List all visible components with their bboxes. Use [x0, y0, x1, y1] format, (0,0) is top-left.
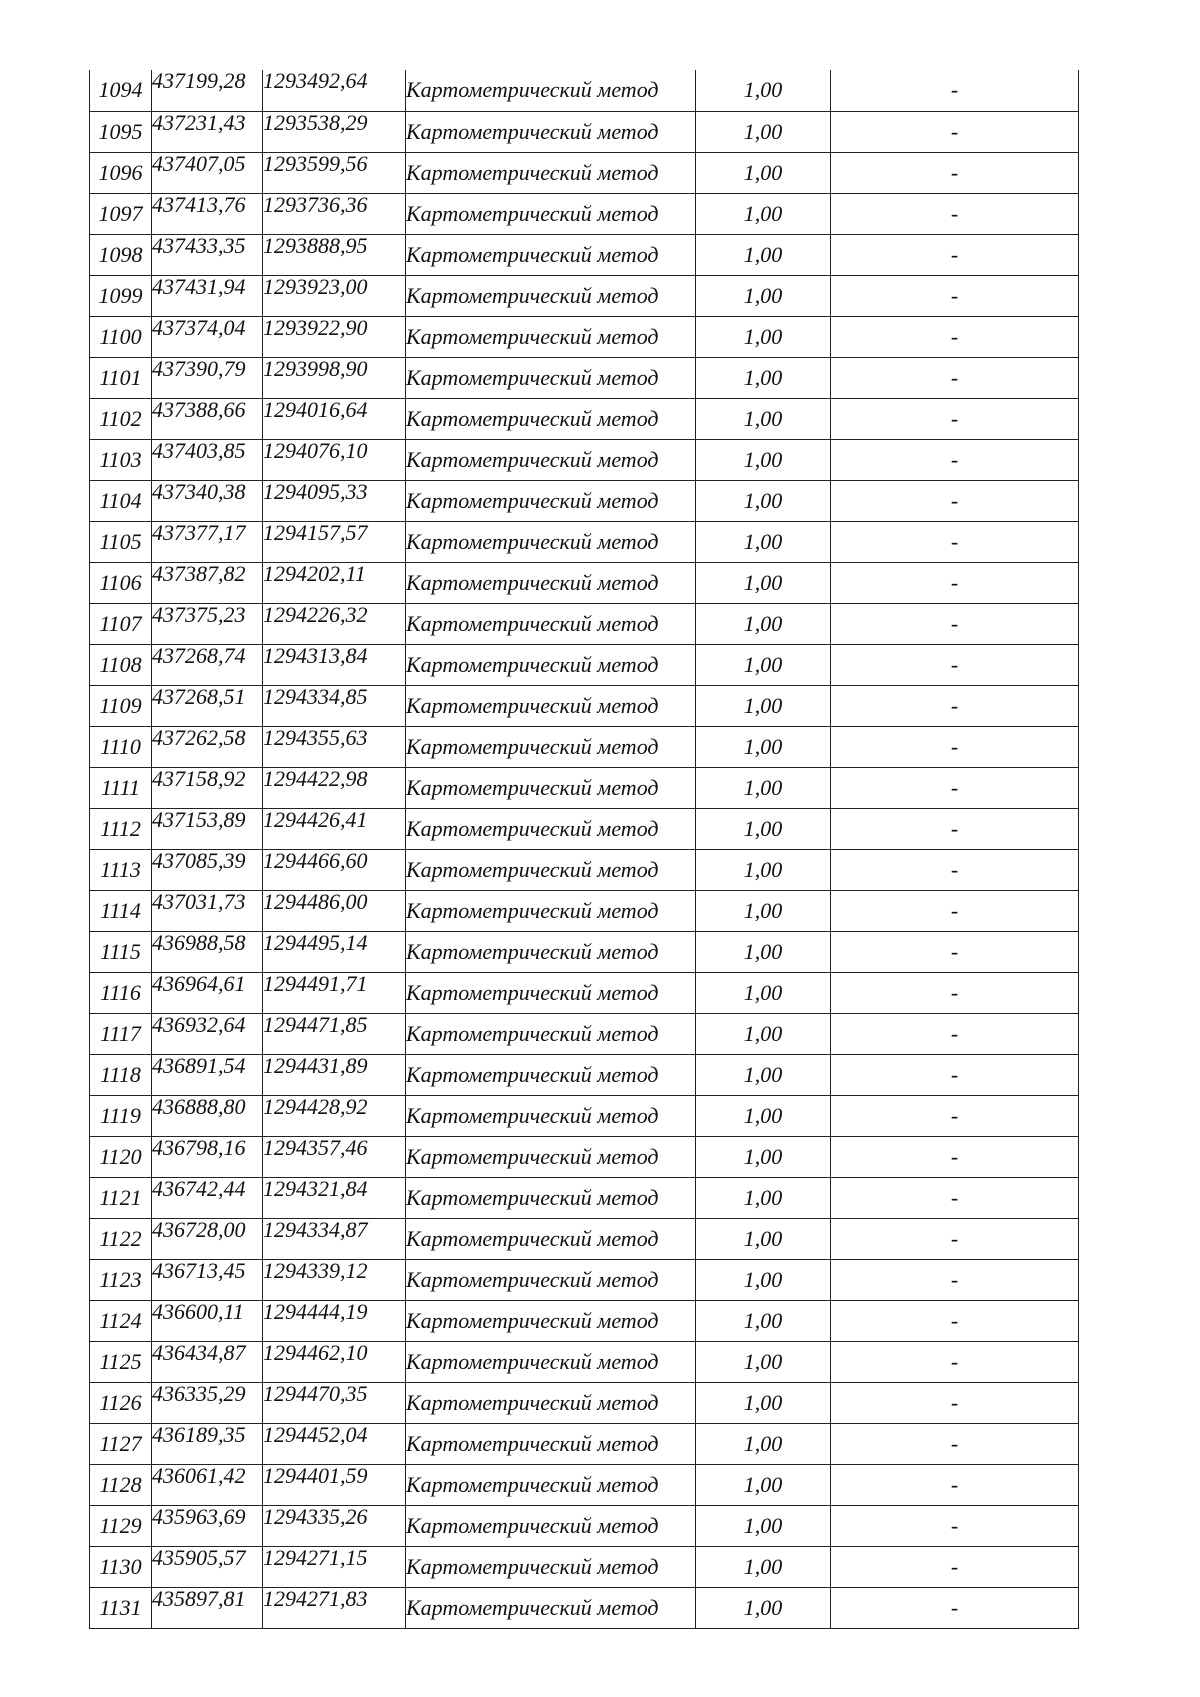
y-coordinate-cell: 1294491,71 — [263, 972, 406, 1013]
description-cell: - — [831, 685, 1079, 726]
description-cell: - — [831, 1300, 1079, 1341]
point-number-cell: 1098 — [90, 234, 152, 275]
y-coordinate-cell: 1294422,98 — [263, 767, 406, 808]
point-number-cell: 1113 — [90, 849, 152, 890]
table-row — [90, 1505, 1079, 1546]
y-coordinate-cell: 1294157,57 — [263, 521, 406, 562]
x-coordinate-cell: 437268,74 — [152, 644, 263, 685]
table-row — [90, 603, 1079, 644]
accuracy-cell: 1,00 — [696, 1218, 831, 1259]
point-number-cell: 1119 — [90, 1095, 152, 1136]
accuracy-cell: 1,00 — [696, 1423, 831, 1464]
accuracy-cell: 1,00 — [696, 480, 831, 521]
method-cell: Картометрический метод — [406, 931, 696, 972]
method-cell: Картометрический метод — [406, 152, 696, 193]
method-cell: Картометрический метод — [406, 234, 696, 275]
point-number-cell: 1129 — [90, 1505, 152, 1546]
description-cell: - — [831, 562, 1079, 603]
point-number-cell: 1117 — [90, 1013, 152, 1054]
point-number-cell: 1123 — [90, 1259, 152, 1300]
method-cell: Картометрический метод — [406, 1546, 696, 1587]
table-row — [90, 849, 1079, 890]
accuracy-cell: 1,00 — [696, 152, 831, 193]
description-cell: - — [831, 521, 1079, 562]
table-row — [90, 1464, 1079, 1505]
x-coordinate-cell: 437340,38 — [152, 480, 263, 521]
method-cell: Картометрический метод — [406, 193, 696, 234]
method-cell: Картометрический метод — [406, 70, 696, 111]
accuracy-cell: 1,00 — [696, 1464, 831, 1505]
x-coordinate-cell: 437085,39 — [152, 849, 263, 890]
description-cell: - — [831, 1587, 1079, 1628]
y-coordinate-cell: 1294271,83 — [263, 1587, 406, 1628]
table-row — [90, 480, 1079, 521]
table-row — [90, 111, 1079, 152]
point-number-cell: 1114 — [90, 890, 152, 931]
point-number-cell: 1115 — [90, 931, 152, 972]
y-coordinate-cell: 1294334,87 — [263, 1218, 406, 1259]
description-cell: - — [831, 726, 1079, 767]
x-coordinate-cell: 435963,69 — [152, 1505, 263, 1546]
description-cell: - — [831, 1382, 1079, 1423]
point-number-cell: 1109 — [90, 685, 152, 726]
point-number-cell: 1103 — [90, 439, 152, 480]
x-coordinate-cell: 435897,81 — [152, 1587, 263, 1628]
x-coordinate-cell: 436189,35 — [152, 1423, 263, 1464]
y-coordinate-cell: 1294202,11 — [263, 562, 406, 603]
y-coordinate-cell: 1294471,85 — [263, 1013, 406, 1054]
method-cell: Картометрический метод — [406, 480, 696, 521]
point-number-cell: 1128 — [90, 1464, 152, 1505]
x-coordinate-cell: 437199,28 — [152, 70, 263, 111]
x-coordinate-cell: 436061,42 — [152, 1464, 263, 1505]
point-number-cell: 1097 — [90, 193, 152, 234]
x-coordinate-cell: 437387,82 — [152, 562, 263, 603]
table-row — [90, 890, 1079, 931]
description-cell: - — [831, 890, 1079, 931]
point-number-cell: 1112 — [90, 808, 152, 849]
table-row — [90, 398, 1079, 439]
x-coordinate-cell: 436798,16 — [152, 1136, 263, 1177]
table-row — [90, 931, 1079, 972]
table-row — [90, 808, 1079, 849]
method-cell: Картометрический метод — [406, 1177, 696, 1218]
method-cell: Картометрический метод — [406, 1300, 696, 1341]
y-coordinate-cell: 1293923,00 — [263, 275, 406, 316]
description-cell: - — [831, 70, 1079, 111]
description-cell: - — [831, 1464, 1079, 1505]
x-coordinate-cell: 437433,35 — [152, 234, 263, 275]
y-coordinate-cell: 1293922,90 — [263, 316, 406, 357]
point-number-cell: 1099 — [90, 275, 152, 316]
point-number-cell: 1101 — [90, 357, 152, 398]
point-number-cell: 1111 — [90, 767, 152, 808]
table-row — [90, 316, 1079, 357]
accuracy-cell: 1,00 — [696, 316, 831, 357]
accuracy-cell: 1,00 — [696, 972, 831, 1013]
accuracy-cell: 1,00 — [696, 1587, 831, 1628]
method-cell: Картометрический метод — [406, 890, 696, 931]
accuracy-cell: 1,00 — [696, 1013, 831, 1054]
accuracy-cell: 1,00 — [696, 808, 831, 849]
method-cell: Картометрический метод — [406, 972, 696, 1013]
table-row — [90, 1013, 1079, 1054]
method-cell: Картометрический метод — [406, 1054, 696, 1095]
method-cell: Картометрический метод — [406, 357, 696, 398]
point-number-cell: 1127 — [90, 1423, 152, 1464]
description-cell: - — [831, 644, 1079, 685]
method-cell: Картометрический метод — [406, 1218, 696, 1259]
description-cell: - — [831, 316, 1079, 357]
accuracy-cell: 1,00 — [696, 521, 831, 562]
description-cell: - — [831, 808, 1079, 849]
accuracy-cell: 1,00 — [696, 398, 831, 439]
method-cell: Картометрический метод — [406, 275, 696, 316]
table-row — [90, 439, 1079, 480]
method-cell: Картометрический метод — [406, 1423, 696, 1464]
table-row — [90, 275, 1079, 316]
x-coordinate-cell: 436728,00 — [152, 1218, 263, 1259]
y-coordinate-cell: 1293998,90 — [263, 357, 406, 398]
method-cell: Картометрический метод — [406, 439, 696, 480]
accuracy-cell: 1,00 — [696, 193, 831, 234]
table-row — [90, 644, 1079, 685]
accuracy-cell: 1,00 — [696, 603, 831, 644]
accuracy-cell: 1,00 — [696, 1505, 831, 1546]
accuracy-cell: 1,00 — [696, 931, 831, 972]
table-row — [90, 234, 1079, 275]
y-coordinate-cell: 1294321,84 — [263, 1177, 406, 1218]
coordinates-table-body — [90, 70, 1079, 1628]
description-cell: - — [831, 111, 1079, 152]
x-coordinate-cell: 437374,04 — [152, 316, 263, 357]
point-number-cell: 1122 — [90, 1218, 152, 1259]
y-coordinate-cell: 1293599,56 — [263, 152, 406, 193]
table-row — [90, 1546, 1079, 1587]
x-coordinate-cell: 437407,05 — [152, 152, 263, 193]
accuracy-cell: 1,00 — [696, 70, 831, 111]
accuracy-cell: 1,00 — [696, 275, 831, 316]
table-row — [90, 1300, 1079, 1341]
point-number-cell: 1130 — [90, 1546, 152, 1587]
description-cell: - — [831, 439, 1079, 480]
point-number-cell: 1094 — [90, 70, 152, 111]
description-cell: - — [831, 234, 1079, 275]
x-coordinate-cell: 437390,79 — [152, 357, 263, 398]
description-cell: - — [831, 1136, 1079, 1177]
y-coordinate-cell: 1294076,10 — [263, 439, 406, 480]
x-coordinate-cell: 437388,66 — [152, 398, 263, 439]
x-coordinate-cell: 437413,76 — [152, 193, 263, 234]
point-number-cell: 1100 — [90, 316, 152, 357]
table-row — [90, 521, 1079, 562]
point-number-cell: 1118 — [90, 1054, 152, 1095]
table-row — [90, 1423, 1079, 1464]
x-coordinate-cell: 436335,29 — [152, 1382, 263, 1423]
table-row — [90, 685, 1079, 726]
description-cell: - — [831, 398, 1079, 439]
table-row — [90, 767, 1079, 808]
x-coordinate-cell: 436964,61 — [152, 972, 263, 1013]
accuracy-cell: 1,00 — [696, 1341, 831, 1382]
description-cell: - — [831, 1259, 1079, 1300]
y-coordinate-cell: 1294271,15 — [263, 1546, 406, 1587]
description-cell: - — [831, 152, 1079, 193]
point-number-cell: 1131 — [90, 1587, 152, 1628]
description-cell: - — [831, 849, 1079, 890]
x-coordinate-cell: 437431,94 — [152, 275, 263, 316]
table-row — [90, 357, 1079, 398]
table-row — [90, 193, 1079, 234]
method-cell: Картометрический метод — [406, 685, 696, 726]
method-cell: Картометрический метод — [406, 562, 696, 603]
point-number-cell: 1104 — [90, 480, 152, 521]
y-coordinate-cell: 1294016,64 — [263, 398, 406, 439]
description-cell: - — [831, 1218, 1079, 1259]
point-number-cell: 1110 — [90, 726, 152, 767]
x-coordinate-cell: 436988,58 — [152, 931, 263, 972]
table-row — [90, 972, 1079, 1013]
point-number-cell: 1126 — [90, 1382, 152, 1423]
description-cell: - — [831, 1054, 1079, 1095]
point-number-cell: 1096 — [90, 152, 152, 193]
x-coordinate-cell: 437377,17 — [152, 521, 263, 562]
table-row — [90, 70, 1079, 111]
description-cell: - — [831, 480, 1079, 521]
method-cell: Картометрический метод — [406, 1382, 696, 1423]
y-coordinate-cell: 1294466,60 — [263, 849, 406, 890]
accuracy-cell: 1,00 — [696, 1259, 831, 1300]
method-cell: Картометрический метод — [406, 1095, 696, 1136]
accuracy-cell: 1,00 — [696, 849, 831, 890]
method-cell: Картометрический метод — [406, 1013, 696, 1054]
method-cell: Картометрический метод — [406, 1587, 696, 1628]
description-cell: - — [831, 1341, 1079, 1382]
x-coordinate-cell: 436888,80 — [152, 1095, 263, 1136]
y-coordinate-cell: 1294428,92 — [263, 1095, 406, 1136]
y-coordinate-cell: 1293888,95 — [263, 234, 406, 275]
y-coordinate-cell: 1294426,41 — [263, 808, 406, 849]
table-row — [90, 726, 1079, 767]
point-number-cell: 1107 — [90, 603, 152, 644]
table-row — [90, 1218, 1079, 1259]
table-row — [90, 562, 1079, 603]
method-cell: Картометрический метод — [406, 603, 696, 644]
accuracy-cell: 1,00 — [696, 1177, 831, 1218]
point-number-cell: 1116 — [90, 972, 152, 1013]
x-coordinate-cell: 437031,73 — [152, 890, 263, 931]
y-coordinate-cell: 1294452,04 — [263, 1423, 406, 1464]
x-coordinate-cell: 437158,92 — [152, 767, 263, 808]
description-cell: - — [831, 1177, 1079, 1218]
description-cell: - — [831, 1546, 1079, 1587]
accuracy-cell: 1,00 — [696, 1546, 831, 1587]
accuracy-cell: 1,00 — [696, 562, 831, 603]
x-coordinate-cell: 437403,85 — [152, 439, 263, 480]
description-cell: - — [831, 193, 1079, 234]
description-cell: - — [831, 931, 1079, 972]
method-cell: Картометрический метод — [406, 1136, 696, 1177]
x-coordinate-cell: 437375,23 — [152, 603, 263, 644]
point-number-cell: 1095 — [90, 111, 152, 152]
method-cell: Картометрический метод — [406, 1341, 696, 1382]
method-cell: Картометрический метод — [406, 1505, 696, 1546]
y-coordinate-cell: 1294357,46 — [263, 1136, 406, 1177]
method-cell: Картометрический метод — [406, 521, 696, 562]
y-coordinate-cell: 1294444,19 — [263, 1300, 406, 1341]
y-coordinate-cell: 1294313,84 — [263, 644, 406, 685]
table-row — [90, 1587, 1079, 1628]
description-cell: - — [831, 1423, 1079, 1464]
y-coordinate-cell: 1294462,10 — [263, 1341, 406, 1382]
description-cell: - — [831, 357, 1079, 398]
y-coordinate-cell: 1294495,14 — [263, 931, 406, 972]
table-row — [90, 1095, 1079, 1136]
method-cell: Картометрический метод — [406, 808, 696, 849]
y-coordinate-cell: 1294355,63 — [263, 726, 406, 767]
description-cell: - — [831, 972, 1079, 1013]
description-cell: - — [831, 1505, 1079, 1546]
accuracy-cell: 1,00 — [696, 767, 831, 808]
y-coordinate-cell: 1294401,59 — [263, 1464, 406, 1505]
x-coordinate-cell: 436891,54 — [152, 1054, 263, 1095]
x-coordinate-cell: 436600,11 — [152, 1300, 263, 1341]
x-coordinate-cell: 437153,89 — [152, 808, 263, 849]
accuracy-cell: 1,00 — [696, 685, 831, 726]
y-coordinate-cell: 1294095,33 — [263, 480, 406, 521]
method-cell: Картометрический метод — [406, 644, 696, 685]
y-coordinate-cell: 1294470,35 — [263, 1382, 406, 1423]
point-number-cell: 1106 — [90, 562, 152, 603]
y-coordinate-cell: 1294431,89 — [263, 1054, 406, 1095]
x-coordinate-cell: 436713,45 — [152, 1259, 263, 1300]
method-cell: Картометрический метод — [406, 316, 696, 357]
point-number-cell: 1121 — [90, 1177, 152, 1218]
y-coordinate-cell: 1294334,85 — [263, 685, 406, 726]
description-cell: - — [831, 767, 1079, 808]
accuracy-cell: 1,00 — [696, 1054, 831, 1095]
accuracy-cell: 1,00 — [696, 890, 831, 931]
coordinates-table — [89, 70, 1079, 1629]
accuracy-cell: 1,00 — [696, 439, 831, 480]
x-coordinate-cell: 437231,43 — [152, 111, 263, 152]
method-cell: Картометрический метод — [406, 767, 696, 808]
accuracy-cell: 1,00 — [696, 234, 831, 275]
description-cell: - — [831, 275, 1079, 316]
y-coordinate-cell: 1294486,00 — [263, 890, 406, 931]
accuracy-cell: 1,00 — [696, 357, 831, 398]
table-row — [90, 1177, 1079, 1218]
x-coordinate-cell: 435905,57 — [152, 1546, 263, 1587]
accuracy-cell: 1,00 — [696, 111, 831, 152]
y-coordinate-cell: 1294335,26 — [263, 1505, 406, 1546]
y-coordinate-cell: 1293492,64 — [263, 70, 406, 111]
description-cell: - — [831, 1013, 1079, 1054]
table-row — [90, 1136, 1079, 1177]
accuracy-cell: 1,00 — [696, 1300, 831, 1341]
point-number-cell: 1105 — [90, 521, 152, 562]
accuracy-cell: 1,00 — [696, 1382, 831, 1423]
method-cell: Картометрический метод — [406, 398, 696, 439]
point-number-cell: 1120 — [90, 1136, 152, 1177]
table-row — [90, 1054, 1079, 1095]
method-cell: Картометрический метод — [406, 1259, 696, 1300]
x-coordinate-cell: 437262,58 — [152, 726, 263, 767]
method-cell: Картометрический метод — [406, 111, 696, 152]
point-number-cell: 1124 — [90, 1300, 152, 1341]
method-cell: Картометрический метод — [406, 1464, 696, 1505]
description-cell: - — [831, 1095, 1079, 1136]
method-cell: Картометрический метод — [406, 726, 696, 767]
accuracy-cell: 1,00 — [696, 644, 831, 685]
x-coordinate-cell: 437268,51 — [152, 685, 263, 726]
table-row — [90, 1341, 1079, 1382]
description-cell: - — [831, 603, 1079, 644]
y-coordinate-cell: 1293538,29 — [263, 111, 406, 152]
y-coordinate-cell: 1293736,36 — [263, 193, 406, 234]
x-coordinate-cell: 436932,64 — [152, 1013, 263, 1054]
table-row — [90, 1382, 1079, 1423]
point-number-cell: 1125 — [90, 1341, 152, 1382]
point-number-cell: 1102 — [90, 398, 152, 439]
accuracy-cell: 1,00 — [696, 1136, 831, 1177]
x-coordinate-cell: 436434,87 — [152, 1341, 263, 1382]
y-coordinate-cell: 1294226,32 — [263, 603, 406, 644]
accuracy-cell: 1,00 — [696, 1095, 831, 1136]
table-row — [90, 1259, 1079, 1300]
accuracy-cell: 1,00 — [696, 726, 831, 767]
method-cell: Картометрический метод — [406, 849, 696, 890]
point-number-cell: 1108 — [90, 644, 152, 685]
y-coordinate-cell: 1294339,12 — [263, 1259, 406, 1300]
table-row — [90, 152, 1079, 193]
x-coordinate-cell: 436742,44 — [152, 1177, 263, 1218]
